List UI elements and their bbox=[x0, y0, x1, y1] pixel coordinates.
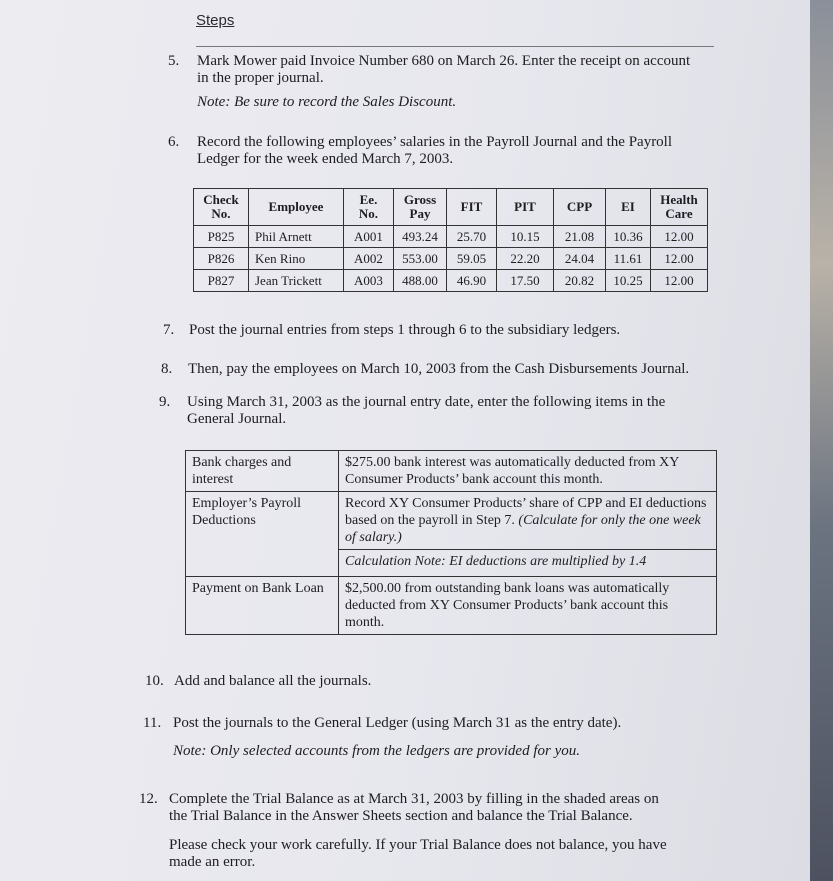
header-check-no: Check No. bbox=[194, 189, 249, 226]
cell-gross-pay: 553.00 bbox=[394, 248, 447, 270]
general-journal-items-table bbox=[185, 450, 717, 635]
step-text: Ledger for the week ended March 7, 2003. bbox=[197, 151, 454, 167]
cell-cpp: 21.08 bbox=[554, 226, 606, 248]
step-text: Then, pay the employees on March 10, 2003 from the Cash Disbursements Journal. bbox=[188, 361, 690, 377]
step-text: Please check your work carefully. If your Trial Balance does not balance, you have bbox=[169, 837, 667, 853]
step-text: Post the journals to the General Ledger (using March 31 as the entry date). bbox=[173, 715, 622, 731]
cell-ee-no: A001 bbox=[344, 226, 394, 248]
payroll-table bbox=[193, 188, 708, 292]
cell-check-no: P826 bbox=[194, 248, 249, 270]
step-note: Note: Only selected accounts from the ledgers are provided for you. bbox=[173, 743, 580, 759]
cell-health-care: 12.00 bbox=[651, 270, 708, 292]
cell-pit: 10.15 bbox=[497, 226, 554, 248]
step-note: Note: Be sure to record the Sales Discount. bbox=[197, 94, 457, 110]
step-number: 5. bbox=[168, 53, 180, 69]
cell-ee-no: A003 bbox=[344, 270, 394, 292]
table-row bbox=[194, 270, 708, 292]
item-description: $275.00 bank interest was automatically deducted from XY Consumer Products’ bank account this month. bbox=[339, 451, 717, 492]
cell-health-care: 12.00 bbox=[651, 248, 708, 270]
header-health-care: Health Care bbox=[651, 189, 708, 226]
step-number: 9. bbox=[159, 394, 171, 410]
cell-pit: 22.20 bbox=[497, 248, 554, 270]
calculation-note: Calculation Note: EI deductions are multiplied by 1.4 bbox=[339, 550, 717, 577]
cell-check-no: P827 bbox=[194, 270, 249, 292]
step-text: Add and balance all the journals. bbox=[174, 673, 372, 689]
header-ee-no: Ee. No. bbox=[344, 189, 394, 226]
item-label: Payment on Bank Loan bbox=[186, 577, 339, 635]
step-number: 11. bbox=[143, 715, 162, 731]
cell-fit: 25.70 bbox=[447, 226, 497, 248]
cell-ei: 11.61 bbox=[606, 248, 651, 270]
cell-ee-no: A002 bbox=[344, 248, 394, 270]
cell-employee: Ken Rino bbox=[249, 248, 344, 270]
header-cpp: CPP bbox=[554, 189, 606, 226]
cell-employee: Phil Arnett bbox=[249, 226, 344, 248]
cell-ei: 10.36 bbox=[606, 226, 651, 248]
header-pit: PIT bbox=[497, 189, 554, 226]
step-number: 12. bbox=[139, 791, 158, 807]
step-number: 8. bbox=[161, 361, 173, 377]
step-number: 10. bbox=[145, 673, 164, 689]
table-row bbox=[186, 451, 717, 492]
step-text: the Trial Balance in the Answer Sheets section and balance the Trial Balance. bbox=[169, 808, 633, 824]
cell-pit: 17.50 bbox=[497, 270, 554, 292]
table-row bbox=[194, 226, 708, 248]
cell-check-no: P825 bbox=[194, 226, 249, 248]
step-text: made an error. bbox=[169, 854, 256, 870]
heading-rule bbox=[196, 46, 714, 47]
steps-heading: Steps bbox=[196, 12, 235, 29]
item-description: Record XY Consumer Products’ share of CPP and EI deductions based on the payroll in Step 7. (Calculate for only the one week of salary.) bbox=[339, 492, 717, 550]
header-gross-pay: Gross Pay bbox=[394, 189, 447, 226]
cell-fit: 46.90 bbox=[447, 270, 497, 292]
cell-ei: 10.25 bbox=[606, 270, 651, 292]
payroll-header-row bbox=[194, 189, 708, 226]
step-text: Using March 31, 2003 as the journal entry date, enter the following items in the bbox=[187, 394, 666, 410]
table-row bbox=[194, 248, 708, 270]
header-employee: Employee bbox=[249, 189, 344, 226]
item-description-italic: (Calculate for only the one week of salary.) bbox=[345, 513, 701, 545]
step-number: 7. bbox=[163, 322, 175, 338]
item-label: Employer’s Payroll Deductions bbox=[186, 492, 339, 577]
background-edge bbox=[810, 0, 833, 881]
cell-health-care: 12.00 bbox=[651, 226, 708, 248]
header-ei: EI bbox=[606, 189, 651, 226]
cell-cpp: 20.82 bbox=[554, 270, 606, 292]
table-row bbox=[186, 492, 717, 550]
header-fit: FIT bbox=[447, 189, 497, 226]
step-text: Mark Mower paid Invoice Number 680 on March 26. Enter the receipt on account bbox=[197, 53, 691, 69]
step-text: Record the following employees’ salaries in the Payroll Journal and the Payroll bbox=[197, 134, 673, 150]
cell-employee: Jean Trickett bbox=[249, 270, 344, 292]
step-text: General Journal. bbox=[187, 411, 287, 427]
cell-gross-pay: 493.24 bbox=[394, 226, 447, 248]
step-number: 6. bbox=[168, 134, 180, 150]
item-label: Bank charges and interest bbox=[186, 451, 339, 492]
step-text: Post the journal entries from steps 1 through 6 to the subsidiary ledgers. bbox=[189, 322, 621, 338]
step-text: Complete the Trial Balance as at March 31, 2003 by filling in the shaded areas on bbox=[169, 791, 659, 807]
item-description: $2,500.00 from outstanding bank loans was automatically deducted from XY Consumer Products’ bank account this month. bbox=[339, 577, 717, 635]
table-row bbox=[186, 577, 717, 635]
cell-cpp: 24.04 bbox=[554, 248, 606, 270]
cell-fit: 59.05 bbox=[447, 248, 497, 270]
cell-gross-pay: 488.00 bbox=[394, 270, 447, 292]
step-text: in the proper journal. bbox=[197, 70, 324, 86]
